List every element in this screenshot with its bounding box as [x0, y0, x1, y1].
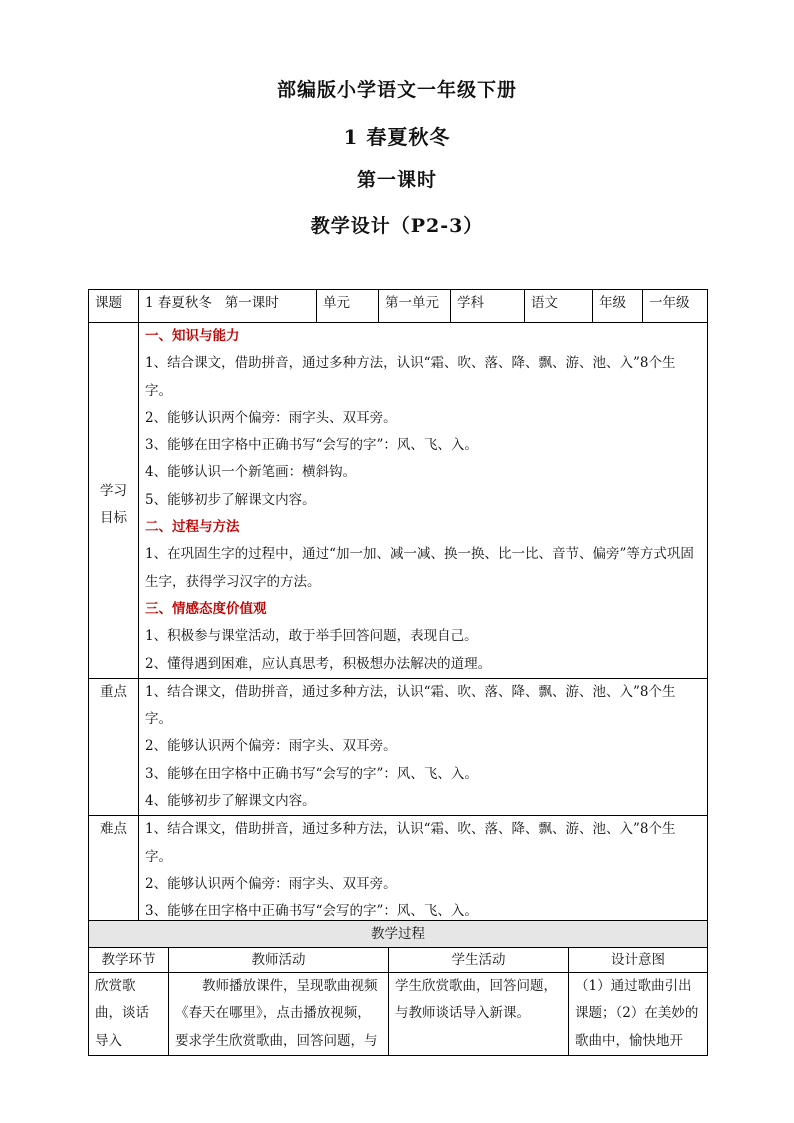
goal-item: 1、结合课文，借助拼音，通过多种方法，认识“霜、吹、落、降、飘、游、池、入”8个生字。	[145, 355, 676, 399]
period-title: 第一课时	[356, 169, 437, 191]
goal-item: 2、能够认识两个偏旁：雨字头、双耳旁。	[145, 409, 397, 426]
goals-content	[139, 323, 708, 679]
process-header-row	[89, 948, 708, 973]
unit-label: 单元	[317, 290, 379, 323]
info-table	[88, 289, 708, 927]
lesson-value: 1 春夏秋冬 第一课时	[139, 290, 317, 323]
process-title-row	[89, 921, 708, 948]
header-teacher: 教师活动	[169, 948, 389, 973]
goals-section1-title: 一、知识与能力	[145, 328, 240, 344]
key-point-item: 1、结合课文，借助拼音，通过多种方法，认识“霜、吹、落、降、飘、游、池、入”8个生字。	[145, 683, 676, 728]
process-title: 教学过程	[89, 921, 708, 948]
design-intent-cell: （1）通过歌曲引出课题；（2）在美妙的歌曲中，愉快地开	[569, 973, 708, 1056]
process-table	[88, 920, 708, 1056]
design-title: 教学设计（P2-3）	[310, 215, 484, 237]
header-stage: 教学环节	[89, 948, 169, 973]
header-intent: 设计意图	[569, 948, 708, 973]
goals-label: 学习目标	[89, 323, 139, 679]
difficulty-label: 难点	[89, 816, 139, 926]
goals-section3-title: 三、情感态度价值观	[145, 600, 267, 617]
goal-item: 2、懂得遇到困难，应认真思考，积极想办法解决的道理。	[145, 655, 492, 672]
unit-value: 第一单元	[379, 290, 451, 323]
header-student: 学生活动	[389, 948, 569, 973]
goal-item: 1、积极参与课堂活动，敢于举手回答问题，表现自己。	[145, 628, 478, 645]
difficulty-content	[139, 816, 708, 926]
key-points-label: 重点	[89, 678, 139, 815]
document-titles	[0, 74, 794, 244]
difficulty-item: 3、能够在田字格中正确书写“会写的字”：风、飞、入。	[145, 903, 478, 920]
process-row	[89, 973, 708, 1056]
difficulty-item: 1、结合课文，借助拼音，通过多种方法，认识“霜、吹、落、降、飘、游、池、入”8个生字。	[145, 821, 676, 865]
info-header-row	[89, 290, 708, 323]
key-point-item: 4、能够初步了解课文内容。	[145, 793, 316, 810]
stage-cell: 欣赏歌曲，谈话导入	[89, 973, 169, 1056]
goal-item: 4、能够认识一个新笔画：横斜钩。	[145, 464, 357, 481]
lesson-title: 1 春夏秋冬	[343, 125, 451, 149]
goal-item: 5、能够初步了解课文内容。	[145, 491, 316, 508]
key-point-item: 2、能够认识两个偏旁：雨字头、双耳旁。	[145, 738, 397, 755]
topic-label: 课题	[89, 290, 139, 323]
difficulty-item: 2、能够认识两个偏旁：雨字头、双耳旁。	[145, 875, 397, 892]
book-title: 部编版小学语文一年级下册	[276, 79, 517, 101]
teacher-activity-cell: 教师播放课件，呈现歌曲视频《春天在哪里》，点击播放视频，要求学生欣赏歌曲，回答问题，与	[169, 973, 389, 1056]
goals-row	[89, 323, 708, 679]
key-points-content	[139, 678, 708, 815]
difficulty-row	[89, 816, 708, 926]
student-activity-cell: 学生欣赏歌曲，回答问题，与教师谈话导入新课。	[389, 973, 569, 1056]
subject-label: 学科	[451, 290, 525, 323]
subject-value: 语文	[525, 290, 593, 323]
goal-item: 1、在巩固生字的过程中，通过“加一加、减一减、换一换、比一比、音节、偏旁”等方式巩固生字，获得学习汉字的方法。	[145, 546, 694, 590]
goals-section2-title: 二、过程与方法	[145, 519, 240, 536]
grade-value: 一年级	[643, 290, 708, 323]
key-points-row	[89, 678, 708, 815]
key-point-item: 3、能够在田字格中正确书写“会写的字”：风、飞、入。	[145, 765, 478, 782]
goal-item: 3、能够在田字格中正确书写“会写的字”：风、飞、入。	[145, 437, 478, 454]
grade-label: 年级	[593, 290, 643, 323]
